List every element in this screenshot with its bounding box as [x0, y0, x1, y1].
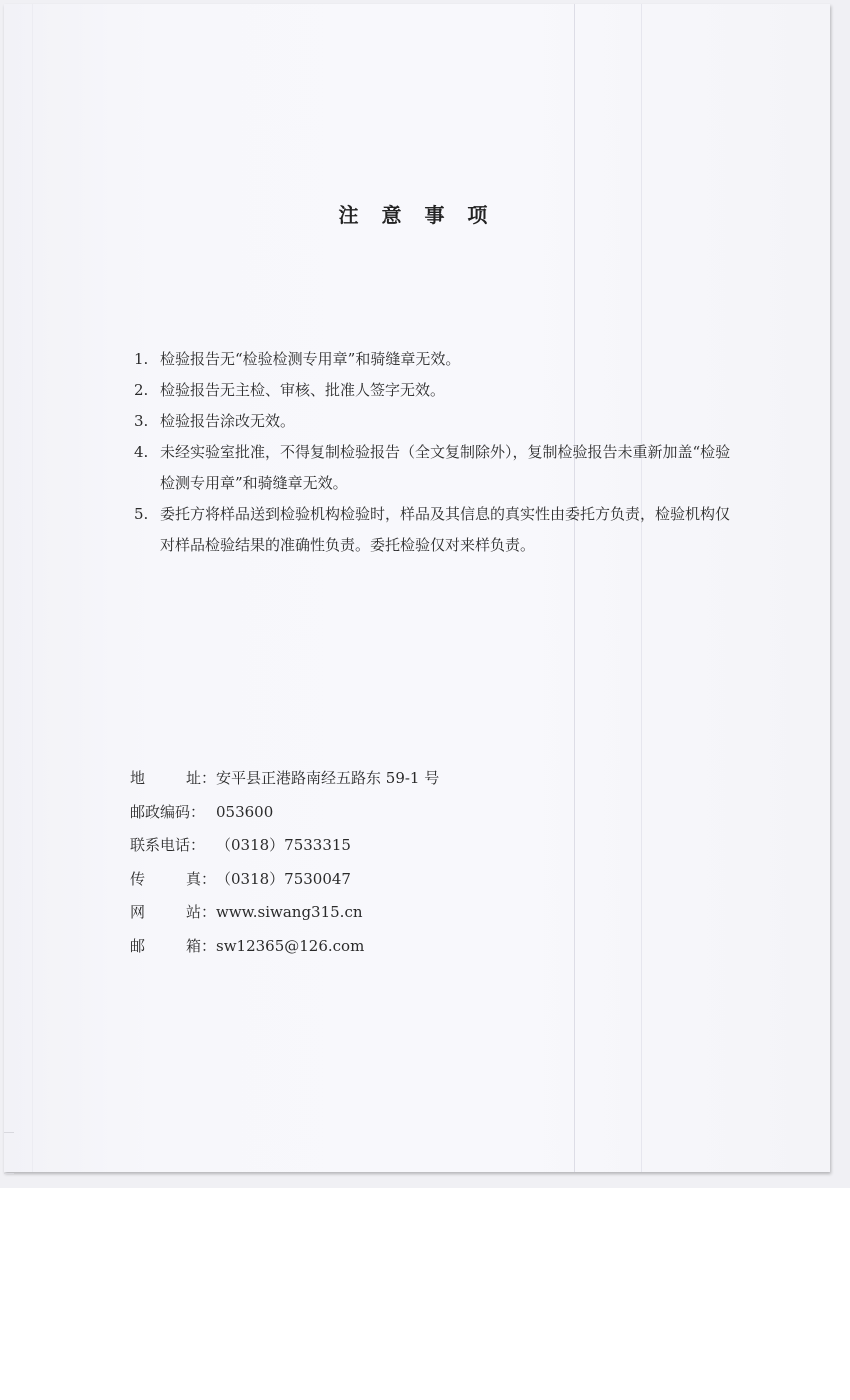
- address-row: [130, 764, 630, 798]
- note-number: 1.: [134, 350, 149, 368]
- document-page: [4, 4, 830, 1172]
- email-label: [130, 932, 216, 966]
- note-item: [134, 437, 734, 499]
- email-value: sw12365@126.com: [216, 936, 365, 955]
- phone-value: （0318）7533315: [216, 836, 351, 854]
- note-text: 检验报告无主检、审核、批准人签字无效。: [160, 381, 446, 399]
- note-text: 检验报告涂改无效。: [160, 412, 296, 430]
- page-title: 注 意 事 项: [338, 203, 496, 227]
- note-number: 2.: [134, 381, 149, 399]
- address-label: [130, 764, 216, 798]
- postcode-value: 053600: [216, 802, 274, 821]
- note-item: [134, 499, 734, 561]
- phone-label: 联系电话：: [130, 836, 206, 854]
- notes-list: [134, 344, 734, 561]
- email-label-part: 箱：: [185, 936, 216, 955]
- address-label-part: 地: [130, 769, 146, 787]
- website-row: [130, 898, 630, 932]
- address-value: 安平县正港路南经五路东 59-1 号: [216, 769, 440, 787]
- fax-label-part: 传: [130, 869, 146, 888]
- fax-label-part: 真：: [185, 869, 216, 888]
- website-label: [130, 898, 216, 932]
- email-row: [130, 932, 630, 966]
- page-crease: [32, 4, 33, 1172]
- note-text: 检验报告无“检验检测专用章”和骑缝章无效。: [160, 350, 461, 368]
- fax-label: [130, 865, 216, 899]
- page-crease: [641, 4, 642, 1172]
- stacked-page-edges: [4, 1132, 14, 1174]
- page-crease: [574, 4, 575, 1172]
- note-item: [134, 406, 734, 437]
- contact-info: [130, 764, 630, 965]
- website-value: www.siwang315.cn: [216, 903, 363, 921]
- postcode-row: [130, 798, 630, 832]
- website-label-part: 站：: [185, 903, 216, 921]
- phone-row: [130, 831, 630, 865]
- note-item: [134, 344, 734, 375]
- note-text: 未经实验室批准，不得复制检验报告（全文复制除外），复制检验报告未重新加盖“检验检测专用章”和骑缝章无效。: [160, 443, 731, 492]
- fax-value: （0318）7530047: [216, 869, 351, 888]
- note-number: 3.: [134, 412, 149, 430]
- address-label-part: 址：: [185, 769, 216, 787]
- note-number: 5.: [134, 505, 149, 523]
- note-number: 4.: [134, 443, 149, 461]
- note-item: [134, 375, 734, 406]
- fax-row: [130, 865, 630, 899]
- email-label-part: 邮: [130, 936, 146, 955]
- website-label-part: 网: [130, 903, 146, 921]
- note-text: 委托方将样品送到检验机构检验时，样品及其信息的真实性由委托方负责，检验机构仅对样品检验结果的准确性负责。委托检验仅对来样负责。: [160, 505, 731, 554]
- postcode-label: 邮政编码：: [130, 802, 206, 821]
